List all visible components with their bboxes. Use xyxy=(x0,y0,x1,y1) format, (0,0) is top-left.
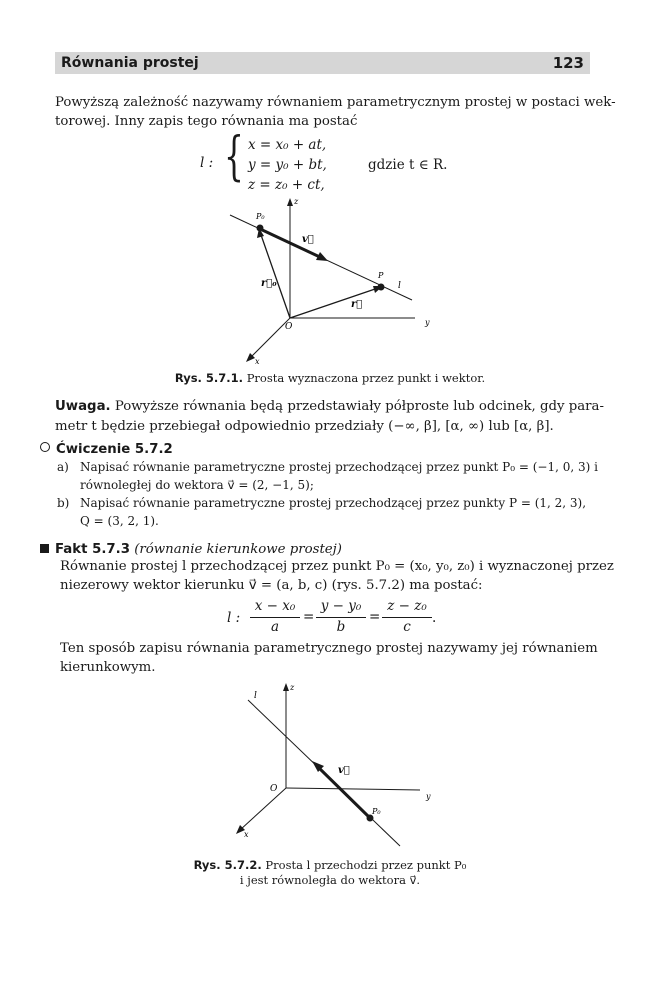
fig2-label-origin: O xyxy=(270,784,278,794)
exercise-b-line-1: Napisać równanie parametryczne prostej przechodzącej przez punkty P = (1, 2, 3), xyxy=(80,496,587,510)
system-eq-3: z = z₀ + ct, xyxy=(248,177,325,193)
fig1-label-P: P xyxy=(378,271,384,280)
page-number: 123 xyxy=(552,54,584,72)
canonical-lhs: l : xyxy=(227,610,241,626)
fig1-vector-r0 xyxy=(260,232,290,318)
note-label: Uwaga. xyxy=(55,399,111,414)
fig1-vector-r xyxy=(290,288,378,318)
fact-subtitle: (równanie kierunkowe prostej) xyxy=(134,542,342,557)
fact-title: Fakt 5.7.3 xyxy=(55,542,130,557)
fig2-caption-line-2: i jest równoległa do wektora v⃗. xyxy=(239,873,421,887)
fact-line-2: niezerowy wektor kierunku v⃗ = (a, b, c) (rys. 5.7.2) ma postać: xyxy=(60,578,483,593)
exercise-a-label: a) xyxy=(57,460,69,474)
fig1-caption-text: Prosta wyznaczona przez punkt i wektor. xyxy=(246,371,486,385)
fig1-label-x: x xyxy=(255,357,260,366)
fig1-point-P xyxy=(378,284,385,291)
figure-2 xyxy=(220,678,450,853)
system-eq-2: y = y₀ + bt, xyxy=(248,157,327,173)
fraction-bar-3 xyxy=(382,617,432,618)
canonical-end: . xyxy=(432,610,437,626)
fig2-label-y: y xyxy=(426,792,431,801)
fig2-label-l: l xyxy=(254,691,257,701)
system-lhs: l : xyxy=(200,155,214,171)
fig2-label-z: z xyxy=(290,683,295,692)
fig2-x-axis xyxy=(240,788,286,830)
canonical-den-1: a xyxy=(270,619,280,635)
note-text-1: Powyższe równania będą przedstawiały półproste lub odcinek, gdy para- xyxy=(114,399,604,414)
fraction-bar-2 xyxy=(316,617,366,618)
fig2-caption-text-1: Prosta l przechodzi przez punkt P₀ xyxy=(265,858,467,872)
fig2-z-arrow xyxy=(283,683,289,691)
note-line-1 xyxy=(55,397,604,416)
fig1-label-r: r⃗ xyxy=(351,299,363,310)
intro-line-1: Powyższą zależność nazywamy równaniem parametrycznym prostej w postaci wek- xyxy=(55,95,616,110)
fact-after-2: kierunkowym. xyxy=(60,660,156,675)
system-eq-1: x = x₀ + at, xyxy=(248,137,327,153)
fig1-label-origin: O xyxy=(285,322,293,332)
fig1-label-y: y xyxy=(425,318,430,327)
fig1-label-P0: P₀ xyxy=(256,212,265,221)
fig1-caption-label: Rys. 5.7.1. xyxy=(174,371,244,385)
fig1-x-axis xyxy=(250,318,290,358)
exercise-a-line-1: Napisać równanie parametryczne prostej przechodzącej przez punkt P₀ = (−1, 0, 3) i xyxy=(80,460,598,474)
canonical-den-2: b xyxy=(336,619,346,635)
exercise-heading xyxy=(40,440,173,459)
fig1-v-arrowhead xyxy=(316,252,328,261)
fig1-label-r0: r⃗₀ xyxy=(261,278,277,289)
system-brace: { xyxy=(224,127,244,187)
exercise-b-line-2: Q = (3, 2, 1). xyxy=(80,514,159,528)
fig1-label-v: v⃗ xyxy=(302,234,314,245)
fact-line-1: Równanie prostej l przechodzącej przez punkt P₀ = (x₀, y₀, z₀) i wyznaczonej przez xyxy=(60,559,614,574)
exercise-title: Ćwiczenie 5.7.2 xyxy=(56,442,173,457)
fig2-caption-line-1 xyxy=(160,858,500,872)
canonical-eq-1: = xyxy=(303,609,315,625)
fig1-z-arrow xyxy=(287,198,293,206)
canonical-den-3: c xyxy=(403,619,411,635)
fraction-bar-1 xyxy=(250,617,300,618)
fact-after-1: Ten sposób zapisu równania parametrycznego prostej nazywamy jej równaniem xyxy=(60,641,598,656)
fig1-label-l: l xyxy=(398,281,401,291)
exercise-a-line-2: równoległej do wektora v⃗ = (2, −1, 5); xyxy=(80,478,314,492)
exercise-b-label: b) xyxy=(57,496,70,510)
fig1-point-P0 xyxy=(257,225,264,232)
fig2-label-x: x xyxy=(244,830,249,839)
fig1-caption xyxy=(140,371,520,385)
figure-1 xyxy=(200,190,460,370)
canonical-num-3: z − z₀ xyxy=(387,598,427,614)
section-title: Równania prostej xyxy=(61,55,199,71)
running-header xyxy=(55,52,590,74)
canonical-num-2: y − y₀ xyxy=(320,598,362,614)
canonical-num-1: x − x₀ xyxy=(254,598,296,614)
circle-bullet-icon xyxy=(40,442,50,452)
intro-line-2: torowej. Inny zapis tego równania ma postać xyxy=(55,114,358,129)
system-where: gdzie t ∈ R. xyxy=(368,157,448,173)
fig2-label-v: v⃗ xyxy=(338,765,350,776)
fig1-label-z: z xyxy=(294,197,299,206)
fig2-label-P0: P₀ xyxy=(372,807,381,816)
fig2-caption-label: Rys. 5.7.2. xyxy=(193,858,262,872)
square-bullet-icon xyxy=(40,544,49,553)
fig2-y-axis xyxy=(286,788,420,790)
note-line-2: metr t będzie przebiegał odpowiednio przedziały (−∞, β], [α, ∞) lub [α, β]. xyxy=(55,419,554,434)
canonical-eq-2: = xyxy=(369,609,381,625)
